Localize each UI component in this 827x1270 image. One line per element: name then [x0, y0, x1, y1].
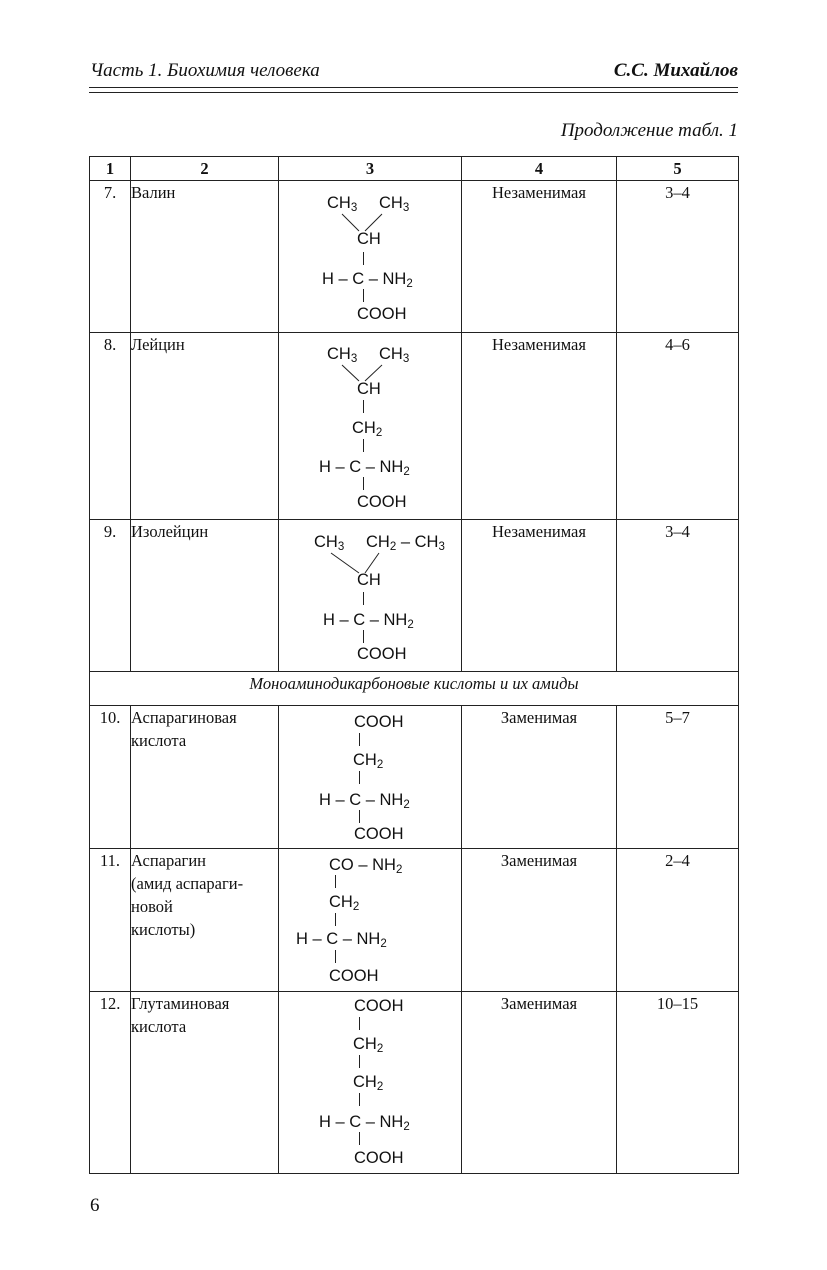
formula-atom: $CH_3$	[327, 194, 358, 214]
column-header: 2	[131, 157, 279, 181]
formula-atom: COOH	[357, 645, 407, 663]
name-line: новой	[131, 897, 173, 916]
amino-acid-name	[131, 992, 279, 1174]
section-title: Моноаминодикарбоновые кислоты и их амиды	[90, 672, 739, 706]
formula-atom: COOH	[354, 1149, 404, 1167]
formula-atom: H – C – $NH_2$	[319, 458, 410, 478]
amino-acid-name: Лейцин	[131, 333, 279, 520]
formula-atom: H – C – $NH_2$	[319, 1113, 410, 1133]
essentiality: Незаменимая	[462, 333, 617, 520]
essentiality: Заменимая	[462, 849, 617, 992]
daily-requirement: 4–6	[617, 333, 739, 520]
daily-requirement: 3–4	[617, 181, 739, 333]
column-header: 4	[462, 157, 617, 181]
formula-bond	[335, 913, 336, 926]
structural-formula	[279, 333, 462, 520]
formula-atom: CH	[357, 380, 381, 398]
essentiality: Заменимая	[462, 706, 617, 849]
formula-atom: COOH	[357, 493, 407, 511]
formula-bond	[359, 1132, 360, 1145]
table-row	[90, 333, 739, 520]
formula-bond	[359, 1093, 360, 1106]
formula-bond	[359, 1017, 360, 1030]
formula-atom: $CH_2$	[352, 419, 383, 439]
formula-bond	[363, 439, 364, 452]
daily-requirement: 3–4	[617, 520, 739, 672]
row-number: 10.	[90, 706, 131, 849]
table-row	[90, 849, 739, 992]
formula-atom: H – C – $NH_2$	[323, 611, 414, 631]
formula-atom: COOH	[354, 997, 404, 1015]
formula-atom: $CH_2$	[353, 751, 384, 771]
formula-atom: COOH	[354, 825, 404, 843]
amino-acid-name: Валин	[131, 181, 279, 333]
row-number: 9.	[90, 520, 131, 672]
formula-bond	[359, 1055, 360, 1068]
essentiality: Незаменимая	[462, 520, 617, 672]
table-continuation-label: Продолжение табл. 1	[560, 120, 738, 141]
table-row	[90, 706, 739, 849]
essentiality: Незаменимая	[462, 181, 617, 333]
formula-bond	[359, 733, 360, 746]
formula-atom: $CH_3$	[327, 345, 358, 365]
daily-requirement: 5–7	[617, 706, 739, 849]
amino-acid-table	[89, 156, 739, 1174]
row-number: 8.	[90, 333, 131, 520]
column-header: 5	[617, 157, 739, 181]
structural-formula	[279, 706, 462, 849]
row-number: 7.	[90, 181, 131, 333]
formula-atom: H – C – $NH_2$	[322, 270, 413, 290]
name-line: Аспарагиновая	[131, 708, 237, 727]
header-rule-bottom	[89, 92, 738, 93]
formula-atom: COOH	[329, 967, 379, 985]
column-header: 1	[90, 157, 131, 181]
formula-bond	[363, 592, 364, 605]
table-row	[90, 992, 739, 1174]
formula-atom: $CH_3$	[314, 533, 345, 553]
amino-acid-name: Изолейцин	[131, 520, 279, 672]
formula-atom: H – C – $NH_2$	[319, 791, 410, 811]
amino-acid-name	[131, 849, 279, 992]
structural-formula	[279, 992, 462, 1174]
table-row	[90, 181, 739, 333]
running-header-author: С.С. Михайлов	[613, 60, 738, 81]
name-line: (амид аспараги-	[131, 874, 244, 893]
formula-bond	[363, 477, 364, 490]
formula-bond	[335, 950, 336, 963]
section-row	[90, 672, 739, 706]
formula-bond	[359, 771, 360, 784]
formula-bond	[335, 875, 336, 888]
formula-atom: COOH	[357, 305, 407, 323]
structural-formula	[279, 520, 462, 672]
formula-atom: COOH	[354, 713, 404, 731]
formula-atom: $CH_2$	[353, 1073, 384, 1093]
formula-atom: $CH_2 - CH_3$	[366, 533, 445, 553]
formula-atom: CO – $NH_2$	[329, 856, 403, 876]
formula-atom: $CH_2$	[353, 1035, 384, 1055]
row-number: 11.	[90, 849, 131, 992]
formula-bond	[363, 252, 364, 265]
structural-formula	[279, 181, 462, 333]
name-line: кислота	[131, 1017, 187, 1036]
page-number: 6	[90, 1195, 100, 1216]
header-rule-top	[89, 87, 738, 88]
row-number: 12.	[90, 992, 131, 1174]
name-line: кислота	[131, 731, 187, 750]
running-header-title: Часть 1. Биохимия человека	[90, 60, 320, 81]
formula-atom: CH	[357, 230, 381, 248]
name-line: кислоты)	[131, 920, 196, 939]
name-line: Глутаминовая	[131, 994, 230, 1013]
structural-formula	[279, 849, 462, 992]
daily-requirement: 2–4	[617, 849, 739, 992]
essentiality: Заменимая	[462, 992, 617, 1174]
amino-acid-name	[131, 706, 279, 849]
formula-atom: CH	[357, 571, 381, 589]
table-header-row	[90, 157, 739, 181]
column-header: 3	[279, 157, 462, 181]
formula-bond	[363, 289, 364, 302]
formula-bond	[359, 810, 360, 823]
daily-requirement: 10–15	[617, 992, 739, 1174]
formula-bond	[363, 630, 364, 643]
formula-atom: $CH_3$	[379, 194, 410, 214]
formula-atom: $CH_2$	[329, 893, 360, 913]
table-row	[90, 520, 739, 672]
formula-bond	[363, 400, 364, 413]
name-line: Аспарагин	[131, 851, 206, 870]
formula-atom: H – C – $NH_2$	[296, 930, 387, 950]
formula-atom: $CH_3$	[379, 345, 410, 365]
